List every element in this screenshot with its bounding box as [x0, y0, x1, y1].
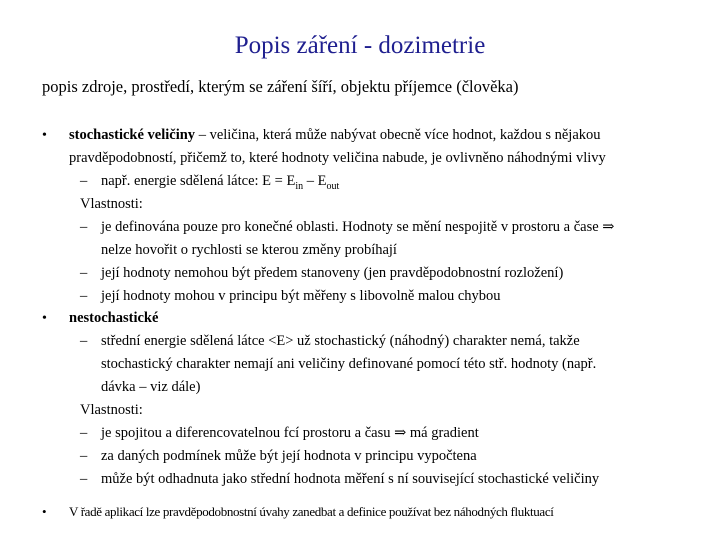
nonstochastic-description-line2: stochastický charakter nemají ani veličiny definované pomocí této stř. hodnoty (např. [101, 356, 597, 372]
dash-icon: – [80, 425, 88, 441]
nonstochastic-property-2: za daných podmínek může být její hodnota v principu vypočtena [101, 448, 477, 464]
stochastic-property-2: její hodnoty nemohou být předem stanoveny (jen pravděpodobnostní rozložení) [101, 265, 564, 281]
nonstochastic-property-3: může být odhadnuta jako střední hodnota měření s ní související stochastické veličiny [101, 471, 600, 487]
stochastic-properties-label: Vlastnosti: [80, 196, 143, 212]
stochastic-property-3: její hodnoty mohou v principu být měřeny s libovolně malou chybou [101, 288, 501, 304]
example-sub-in: in [295, 180, 304, 192]
example-sub-out: out [326, 180, 340, 192]
bullet-icon: • [42, 504, 47, 519]
example-mid: – E [303, 173, 327, 189]
bullet-icon: • [42, 128, 47, 143]
dash-icon: – [80, 219, 88, 235]
dash-icon: – [80, 288, 88, 304]
dash-icon: – [80, 471, 88, 487]
dash-icon: – [80, 265, 88, 281]
example-prefix: např. energie sdělená látce: E = E [101, 173, 296, 189]
stochastic-property-1-line1: je definována pouze pro konečné oblasti. Hodnoty se mění nespojitě v prostoru a čase ⇒ [101, 219, 615, 235]
dash-icon: – [80, 448, 88, 464]
page-title: Popis záření - dozimetrie [234, 32, 486, 59]
stochastic-definition: – veličina, která může nabývat obecně více hodnot, každou s nějakou [195, 127, 601, 143]
nonstochastic-properties-label: Vlastnosti: [80, 402, 143, 418]
nonstochastic-term: nestochastické [69, 310, 159, 326]
stochastic-definition-line2: pravděpodobností, přičemž to, které hodnoty veličina nabude, je ovlivněno náhodnými vlivy [69, 150, 606, 166]
dash-icon: – [80, 333, 88, 349]
stochastic-term: stochastické veličiny [69, 127, 196, 143]
dash-icon: – [80, 173, 88, 189]
nonstochastic-property-1: je spojitou a diferencovatelnou fcí prostoru a času ⇒ má gradient [101, 425, 479, 441]
nonstochastic-description-line3: dávka – viz dále) [101, 379, 201, 395]
nonstochastic-description-line1: střední energie sdělená látce <E> už stochastický (náhodný) charakter nemá, takže [101, 333, 580, 349]
stochastic-property-1-line2: nelze hovořit o rychlosti se kterou změny probíhají [101, 242, 397, 258]
subtitle: popis zdroje, prostředí, kterým se záření šíří, objektu příjemce (člověka) [42, 77, 519, 96]
note-text: V řadě aplikací lze pravděpodobnostní úvahy zanedbat a definice používat bez náhodných fluktuací [69, 504, 554, 519]
stochastic-example [101, 170, 339, 193]
bullet-icon: • [42, 311, 47, 326]
stochastic-definition-line1 [69, 124, 601, 147]
